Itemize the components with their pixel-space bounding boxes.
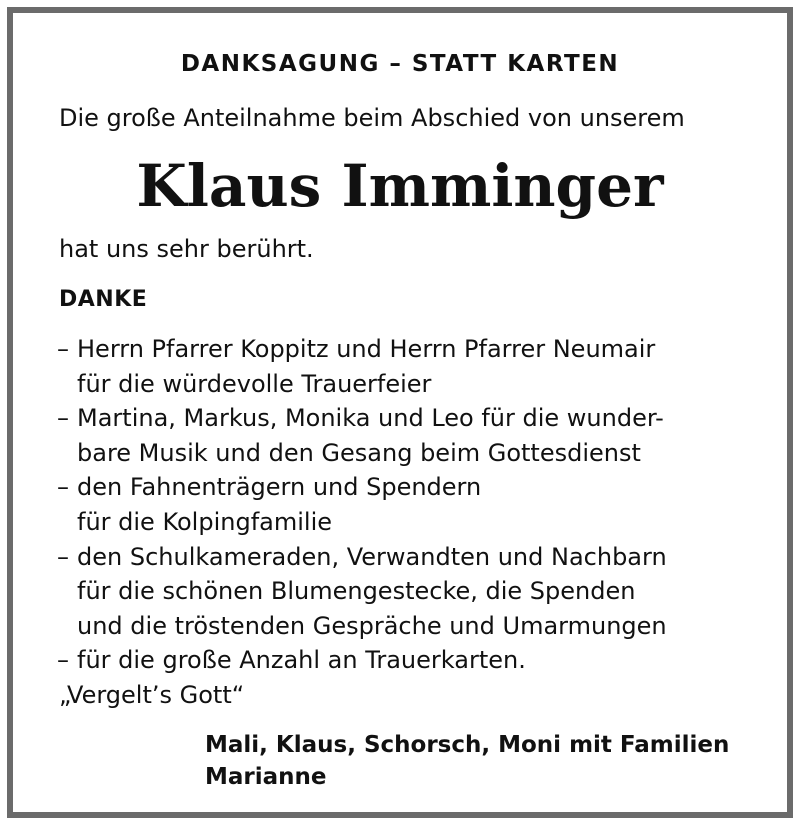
thanks-line: den Schulkameraden, Verwandten und Nachbarn — [77, 542, 667, 571]
dash-bullet: – — [57, 542, 69, 571]
deceased-name: Klaus Imminger — [136, 152, 664, 220]
thanks-line: Martina, Markus, Monika und Leo für die wunder- — [77, 404, 664, 433]
thanks-item — [57, 401, 667, 470]
signature-line: Marianne — [205, 764, 327, 790]
dash-bullet: – — [57, 404, 69, 433]
thanks-line: den Fahnenträgern und Spendern — [77, 473, 482, 502]
notice-frame — [7, 7, 793, 818]
signature-line: Mali, Klaus, Schorsch, Moni mit Familien — [205, 732, 730, 758]
intro-text: Die große Anteilnahme beim Abschied von unserem — [59, 104, 685, 132]
dash-bullet: – — [57, 473, 69, 502]
dash-bullet: – — [57, 646, 69, 675]
thanks-item — [57, 470, 667, 539]
dash-bullet: – — [57, 335, 69, 363]
closing-phrase: „Vergelt’s Gott“ — [59, 681, 245, 709]
thanks-line: Herrn Pfarrer Koppitz und Herrn Pfarrer Neumair — [77, 335, 656, 363]
thanks-list — [57, 332, 667, 678]
notice-heading: DANKSAGUNG – STATT KARTEN — [180, 51, 620, 77]
thanks-line: für die schönen Blumengestecke, die Spenden — [77, 577, 636, 606]
thanks-item — [57, 540, 667, 644]
thanks-line: für die große Anzahl an Trauerkarten. — [77, 646, 526, 675]
thanks-line: für die würdevolle Trauerfeier — [77, 369, 432, 398]
after-name-text: hat uns sehr berührt. — [59, 235, 314, 263]
thanks-line: bare Musik und den Gesang beim Gottesdienst — [77, 438, 641, 467]
thanks-line: für die Kolpingfamilie — [77, 507, 332, 536]
thanks-heading: DANKE — [59, 287, 148, 312]
signature-block — [205, 729, 729, 793]
thanks-item — [57, 332, 667, 401]
thanks-line: und die tröstenden Gespräche und Umarmungen — [77, 611, 667, 640]
thanks-item — [57, 643, 667, 678]
